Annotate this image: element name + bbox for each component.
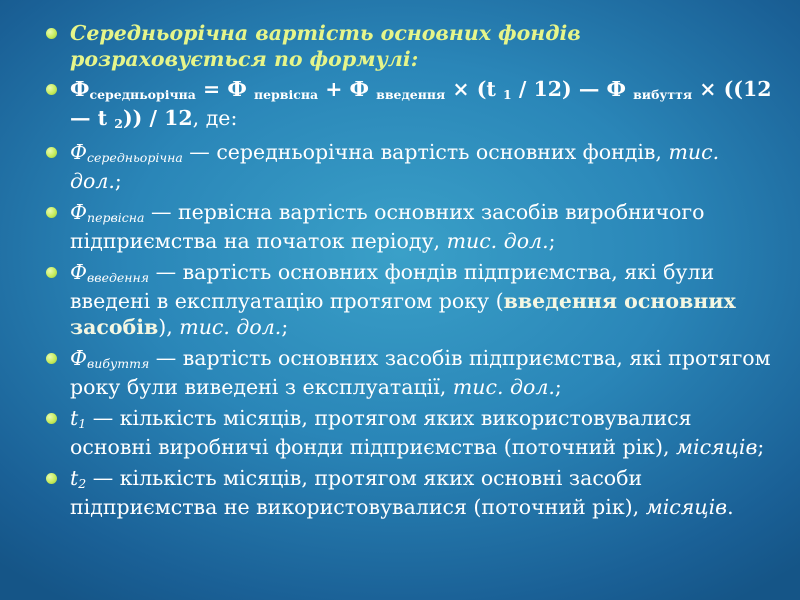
bullet-icon [46,28,57,39]
bullet-icon [46,267,57,278]
list-item-def-initial: Фпервісна — первісна вартість основних засобів виробничого підприємства на початок періоду, тис. дол.; [42,199,777,254]
list-item-def-t2: t2 — кількість місяців, протягом яких основні засоби підприємства не використовувалися (поточний рік), місяців. [42,465,777,520]
bullet-icon [46,147,57,158]
formula: Фсередньорічна = Ф первісна + Ф введення × (t 1 / 12) — Ф вибуття × ((12 — t 2)) / 12, де: [70,77,772,131]
list-item-formula [42,76,777,134]
bullet-icon [46,353,57,364]
bullet-icon [46,84,57,95]
bullet-icon [46,473,57,484]
list-item-def-t1: t1 — кількість місяців, протягом яких використовувалися основні виробничі фонди підприємства (поточний рік), місяців; [42,405,777,460]
list-item-def-retire: Фвибуття — вартість основних засобів підприємства, які протягом року були виведені з експлуатації, тис. дол.; [42,345,777,400]
bullet-icon [46,207,57,218]
slide-title: Середньорічна вартість основних фондів розраховується по формулі: [70,21,581,71]
list-item-def-avg: Фсередньорічна — середньорічна вартість основних фондів, тис. дол.; [42,139,777,194]
bullet-icon [46,413,57,424]
list-item-def-intro: Фвведення — вартість основних фондів підприємства, які були введені в експлуатацію протягом року (введення основних засобів), тис. дол.; [42,259,777,340]
bullet-list [42,20,777,525]
list-item-title [42,20,777,72]
